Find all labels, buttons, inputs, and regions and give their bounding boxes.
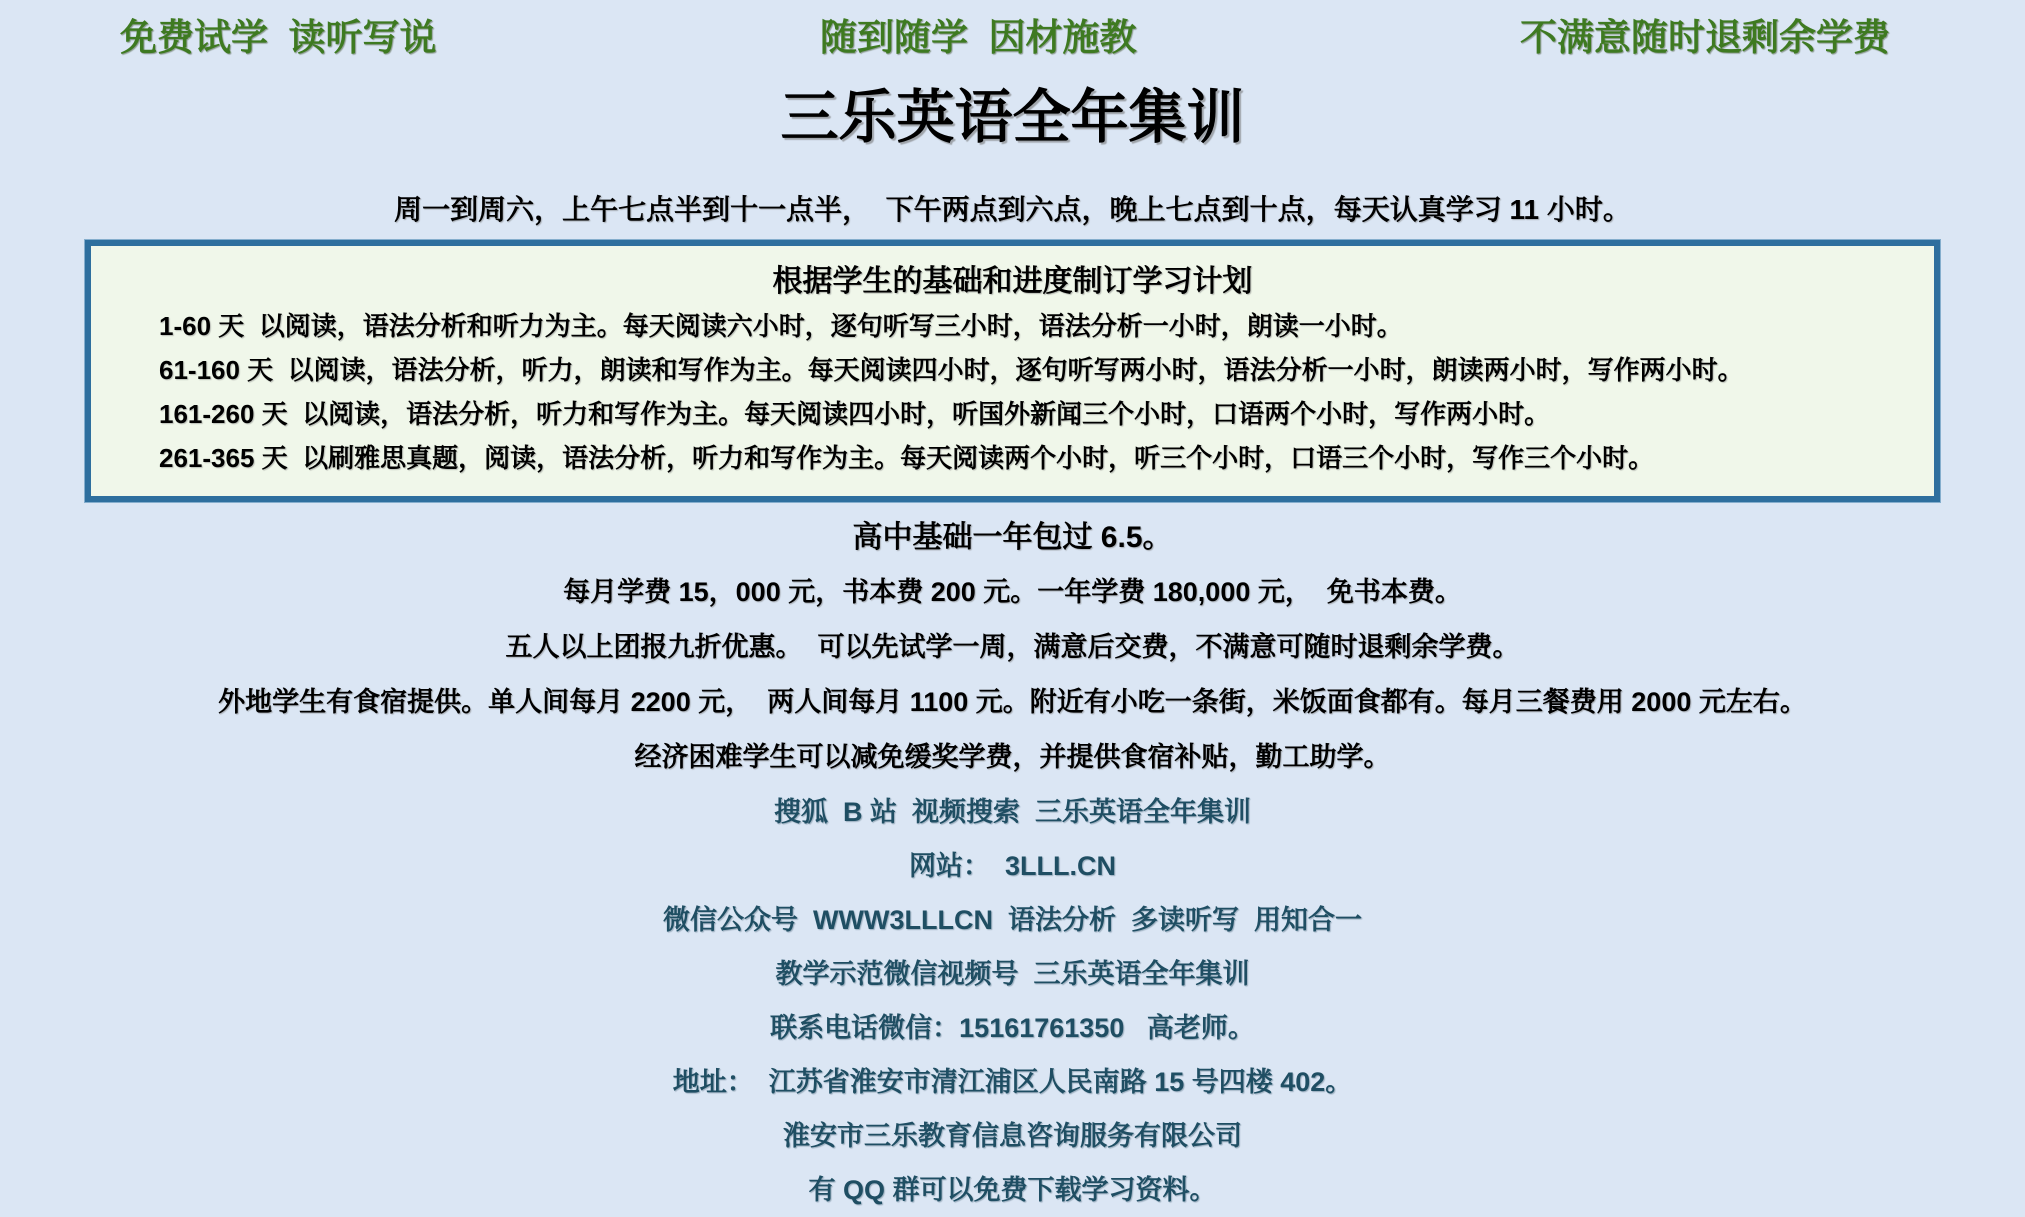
guarantee-line: 高中基础一年包过 6.5。 <box>852 521 1173 554</box>
study-plan-box <box>85 240 1940 502</box>
qq-group-line: 有 QQ 群可以免费下载学习资料。 <box>808 1175 1217 1205</box>
wechat-official-account-line: 微信公众号 WWW3LLLCN 语法分析 多读听写 用知合一 <box>663 905 1362 935</box>
website-line: 网站： 3LLL.CN <box>909 851 1116 881</box>
group-discount-line: 五人以上团报九折优惠。 可以先试学一周，满意后交费，不满意可随时退剩余学费。 <box>505 632 1520 662</box>
slogan-center: 随到随学 因材施教 <box>820 17 1137 58</box>
company-name-line: 淮安市三乐教育信息咨询服务有限公司 <box>783 1121 1242 1151</box>
plan-item-days-1-60: 1-60 天 以阅读，语法分析和听力为主。每天阅读六小时，逐句听写三小时，语法分析一小时，朗读一小时。 <box>159 311 1403 341</box>
top-slogan-row <box>0 0 2025 60</box>
slogan-left: 免费试学 读听写说 <box>120 17 437 58</box>
schedule-line: 周一到周六，上午七点半到十一点半， 下午两点到六点，晚上七点到十点，每天认真学习 11 小时。 <box>394 194 1631 225</box>
plan-item-days-161-260: 161-260 天 以阅读，语法分析，听力和写作为主。每天阅读四小时，听国外新闻三个小时，口语两个小时，写作两小时。 <box>159 399 1551 429</box>
financial-aid-line: 经济困难学生可以减免缓奖学费，并提供食宿补贴，勤工助学。 <box>634 742 1391 772</box>
video-search-line: 搜狐 B 站 视频搜索 三乐英语全年集训 <box>773 797 1251 827</box>
study-plan-title: 根据学生的基础和进度制订学习计划 <box>772 265 1253 298</box>
tuition-line: 每月学费 15，000 元，书本费 200 元。一年学费 180,000 元， 免书本费。 <box>563 577 1462 607</box>
wechat-video-channel-line: 教学示范微信视频号 三乐英语全年集训 <box>775 959 1250 989</box>
accommodation-line: 外地学生有食宿提供。单人间每月 2200 元， 两人间每月 1100 元。附近有小吃一条街，米饭面食都有。每月三餐费用 2000 元左右。 <box>218 687 1807 717</box>
slogan-right: 不满意随时退剩余学费 <box>1520 17 1890 58</box>
plan-item-days-261-365: 261-365 天 以刷雅思真题，阅读，语法分析，听力和写作为主。每天阅读两个小时，听三个小时，口语三个小时，写作三个小时。 <box>159 443 1655 473</box>
page-title: 三乐英语全年集训 <box>780 85 1245 150</box>
address-line: 地址： 江苏省淮安市清江浦区人民南路 15 号四楼 402。 <box>672 1067 1353 1097</box>
plan-item-days-61-160: 61-160 天 以阅读，语法分析，听力，朗读和写作为主。每天阅读四小时，逐句听写两小时，语法分析一小时，朗读两小时，写作两小时。 <box>159 355 1744 385</box>
phone-line: 联系电话微信：15161761350 高老师。 <box>770 1013 1255 1043</box>
